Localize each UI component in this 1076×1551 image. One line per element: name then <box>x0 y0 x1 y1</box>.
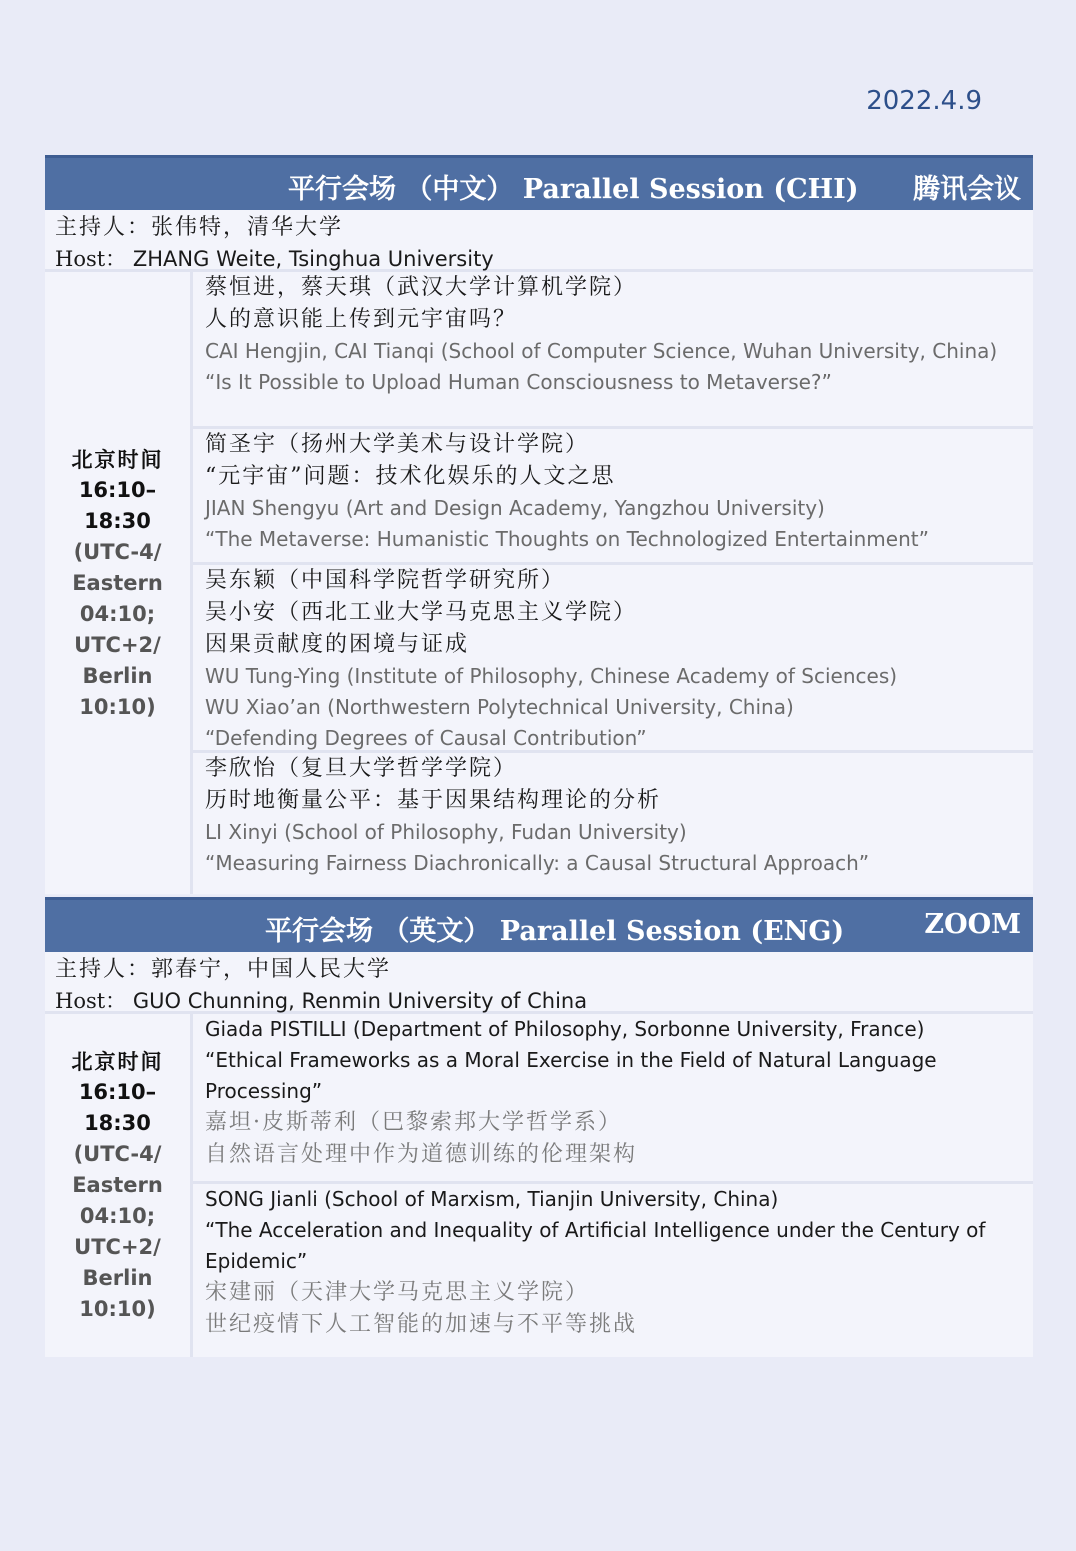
timezone-line: 10:10) <box>79 694 156 719</box>
time-end: 18:30 <box>84 508 151 533</box>
talk-list <box>193 272 1033 894</box>
time-start: 16:10– <box>78 1080 157 1104</box>
host-name: ZHANG Weite, Tsinghua University <box>132 247 494 271</box>
talk-title-en: “Measuring Fairness Diachronically: a Causal Structural Approach” <box>205 851 870 875</box>
beijing-time-label: 北京时间 <box>71 1049 164 1074</box>
beijing-time-label: 北京时间 <box>71 446 164 472</box>
talk-item <box>193 1014 1033 1184</box>
session-title: 平行会场 （英文） Parallel Session (ENG) <box>265 916 845 947</box>
timezone-line: Eastern <box>72 570 163 595</box>
talk-author-en: CAI Hengjin, CAI Tianqi (School of Computer Science, Wuhan University, China) <box>205 339 998 363</box>
session-body <box>45 272 1033 894</box>
host-en <box>55 244 1023 275</box>
session-title: 平行会场 （中文） Parallel Session (CHI) <box>288 174 859 205</box>
session-platform: 腾讯会议 <box>913 174 1021 205</box>
talk-title-en: “The Metaverse: Humanistic Thoughts on Technologized Entertainment” <box>205 527 929 551</box>
talk-author-en: Giada PISTILLI (Department of Philosophy, Sorbonne University, France) <box>205 1017 925 1041</box>
talk-list <box>193 1014 1033 1357</box>
talk-author-cn: 宋建丽（天津大学马克思主义学院） <box>205 1280 590 1305</box>
talk-author-en: LI Xinyi (School of Philosophy, Fudan University) <box>205 820 687 844</box>
timezone-line: (UTC-4/ <box>73 539 162 564</box>
date-label: 2022.4.9 <box>866 86 982 116</box>
talk-item <box>193 753 1033 894</box>
session-english <box>45 897 1033 1357</box>
session-platform: ZOOM <box>924 909 1021 940</box>
timezone-line: Eastern <box>72 1173 163 1197</box>
talk-author-en: WU Tung-Ying (Institute of Philosophy, Chinese Academy of Sciences) <box>205 664 898 688</box>
timezone-line: Berlin <box>82 663 153 688</box>
session-chinese <box>45 155 1033 895</box>
timezone-line: 04:10; <box>79 1204 156 1228</box>
talk-author-cn: 简圣宇（扬州大学美术与设计学院） <box>205 432 590 457</box>
timezone-line: 10:10) <box>79 1297 156 1321</box>
talk-author-cn: 吴东颖（中国科学院哲学研究所） <box>205 568 566 593</box>
talk-title-cn: 历时地衡量公平：基于因果结构理论的分析 <box>205 788 662 813</box>
timezone-line: Berlin <box>82 1266 153 1290</box>
talk-item <box>193 1184 1033 1357</box>
host-info <box>45 210 1033 272</box>
talk-title-en: “Defending Degrees of Causal Contribution” <box>205 726 647 750</box>
timezone-line: UTC+2/ <box>74 1235 161 1259</box>
talk-title-en: “The Acceleration and Inequality of Artificial Intelligence under the Century of Epidemic” <box>205 1218 986 1273</box>
talk-title-en: “Is It Possible to Upload Human Consciousness to Metaverse?” <box>205 370 832 394</box>
time-column <box>45 272 193 894</box>
talk-title-cn: “元宇宙”问题：技术化娱乐的人文之思 <box>205 464 616 489</box>
talk-item <box>193 429 1033 565</box>
time-end: 18:30 <box>84 1111 151 1135</box>
talk-title-cn: 自然语言处理中作为道德训练的伦理架构 <box>205 1142 638 1167</box>
talk-author-en: SONG Jianli (School of Marxism, Tianjin University, China) <box>205 1187 779 1211</box>
timezone-line: 04:10; <box>79 601 156 626</box>
talk-author-en: WU Xiao’an (Northwestern Polytechnical University, China) <box>205 695 794 719</box>
host-cn: 主持人：郭春宁，中国人民大学 <box>55 957 392 982</box>
talk-author-cn: 李欣怡（复旦大学哲学学院） <box>205 756 518 781</box>
host-label: Host： <box>55 247 127 271</box>
timezone-line: (UTC-4/ <box>73 1142 162 1166</box>
talk-author-en: JIAN Shengyu (Art and Design Academy, Yangzhou University) <box>205 496 825 520</box>
session-body <box>45 1014 1033 1357</box>
host-name: GUO Chunning, Renmin University of China <box>132 989 588 1013</box>
talk-item <box>193 565 1033 753</box>
host-label: Host： <box>55 989 127 1013</box>
time-start: 16:10– <box>78 477 157 502</box>
talk-author-cn: 嘉坦·皮斯蒂利（巴黎索邦大学哲学系） <box>205 1110 622 1135</box>
host-en <box>55 986 1023 1017</box>
talk-title-cn: 世纪疫情下人工智能的加速与不平等挑战 <box>205 1312 638 1337</box>
talk-item <box>193 272 1033 429</box>
talk-title-en: “Ethical Frameworks as a Moral Exercise in the Field of Natural Language Processing” <box>205 1048 937 1103</box>
talk-author-cn: 吴小安（西北工业大学马克思主义学院） <box>205 600 638 625</box>
time-column <box>45 1014 193 1357</box>
talk-author-cn: 蔡恒进，蔡天琪（武汉大学计算机学院） <box>205 275 638 300</box>
session-header <box>45 155 1033 210</box>
talk-title-cn: 人的意识能上传到元宇宙吗？ <box>205 307 518 332</box>
talk-title-cn: 因果贡献度的困境与证成 <box>205 632 470 657</box>
host-info <box>45 952 1033 1014</box>
host-cn: 主持人：张伟特，清华大学 <box>55 215 344 240</box>
timezone-line: UTC+2/ <box>74 632 161 657</box>
session-header <box>45 897 1033 952</box>
